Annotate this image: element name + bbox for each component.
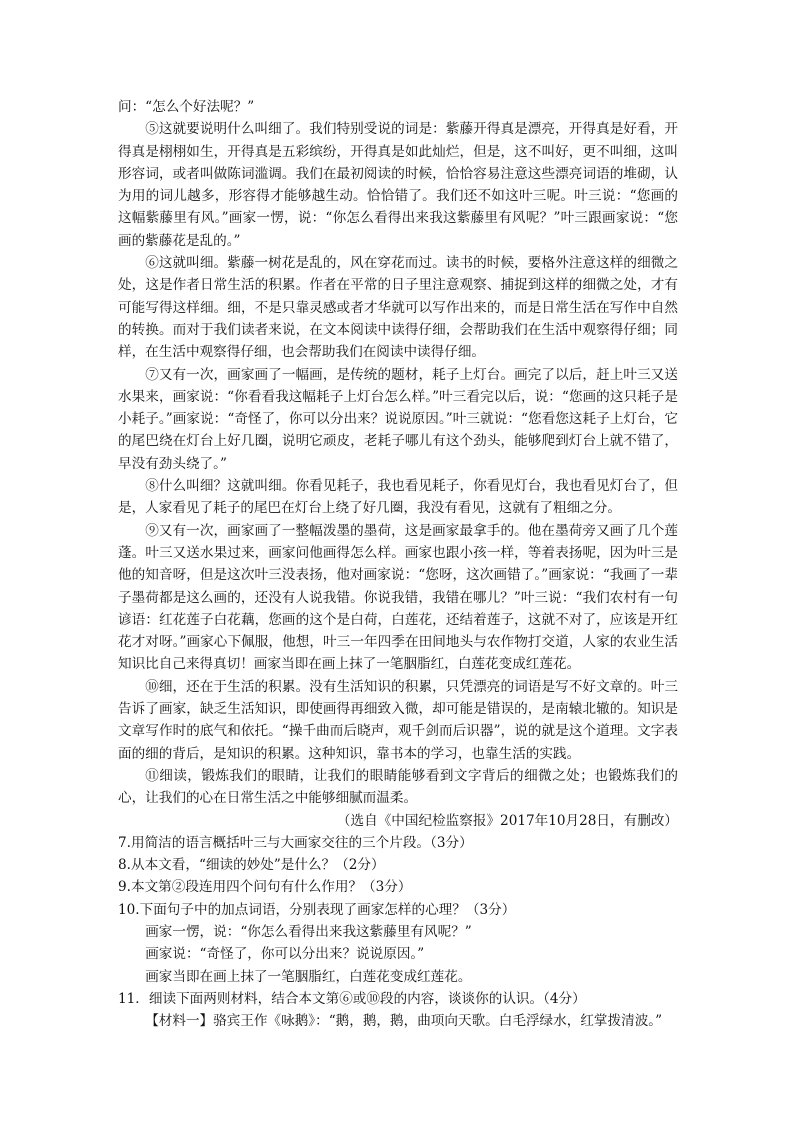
paragraph-8: ⑧什么叫细？这就叫细。你看见耗子，我也看见耗子，你看见灯台，我也看见灯台了，但是，人家看见了耗子的尾巴在灯台上绕了好几圈，我没有看见，这就有了粗细之分。 [118,478,678,517]
article-source: （选自《中国纪检监察报》2017年10月28日，有删改） [336,812,678,829]
question-11: 11．细读下面两则材料，结合本文第⑥或⑩段的内容，谈谈你的认识。（4分） [118,990,586,1007]
material-1: 【材料一】骆宾王作《咏鹅》：“鹅，鹅，鹅，曲项向天歌。白毛浮绿水，红掌拨清波。” [145,1013,663,1030]
paragraph-11: ⑪细读，锻炼我们的眼睛，让我们的眼睛能够看到文字背后的细微之处；也锻炼我们的心，让我们的心在日常生活之中能够细腻而温柔。 [118,767,678,807]
paragraph-5: ⑤这就要说明什么叫细了。我们特别受说的词是：紫藤开得真是漂亮，开得真是好看，开得真是栩栩如生，开得真是五彩缤纷，开得真是如此灿烂，但是，这不叫好，更不叫细，这叫形容词，或者叫做陈词滥调。我们在最初阅读的时候，恰恰容易注意这些漂亮词语的堆砌，认为用的词儿越多，形容得才能够越生动。恰恰错了。我们还不如这叶三呢。叶三说：“您画的这幅紫藤里有风。”画家一愣，说：“你怎么看得出来我这紫藤里有风呢？”叶三跟画家说：“您画的紫藤花是乱的。” [118,121,678,249]
question-10-sentence-2: 画家说：“奇怪了，你可以分出来？说说原因。” [145,946,425,963]
question-7: 7.用简洁的语言概括叶三与大画家交往的三个片段。（3分） [118,834,473,851]
article-body [118,96,678,832]
document-page [118,96,678,1032]
question-10-sentence-1: 画家一愣，说：“你怎么看得出来我这紫藤里有风呢？” [145,923,472,940]
question-10-sentence-3: 画家当即在画上抹了一笔胭脂红，白莲花变成红莲花。 [145,968,472,985]
questions-section [118,832,678,1033]
question-9: 9.本文第②段连用四个问句有什么作用？（3分） [118,879,412,896]
question-8: 8.从本文看，“细读的妙处”是什么？（2分） [118,857,385,874]
paragraph-0: 问：“怎么个好法呢？” [118,99,255,115]
paragraph-7: ⑦又有一次，画家画了一幅画，是传统的题材，耗子上灯台。画完了以后，赶上叶三又送水果来，画家说：“你看看我这幅耗子上灯台怎么样。”叶三看完以后，说：“您画的这只耗子是小耗子。”画家说：“奇怪了，你可以分出来？说说原因。”叶三就说：“您看您这耗子上灯台，它的尾巴绕在灯台上好几圈，说明它顽皮，老耗子哪儿有这个劲头，能够爬到灯台上就不错了，早没有劲头绕了。” [118,366,678,472]
paragraph-10: ⑩细，还在于生活的积累。没有生活知识的积累，只凭漂亮的词语是写不好文章的。叶三告诉了画家，缺乏生活知识，即使画得再细致入微，却可能是错误的，是南辕北辙的。知识是文章写作时的底气和依托。“操千曲而后晓声，观千剑而后识器”，说的就是这个道理。文字表面的细的背后，是知识的积累。这种知识，靠书本的学习，也靠生活的实践。 [118,678,678,762]
paragraph-9: ⑨又有一次，画家画了一整幅泼墨的墨荷，这是画家最拿手的。他在墨荷旁又画了几个莲蓬。叶三又送水果过来，画家问他画得怎么样。画家也跟小孩一样，等着表扬呢，因为叶三是他的知音呀，但是这次叶三没表扬，他对画家说：“您呀，这次画错了。”画家说：“我画了一辈子墨荷都是这么画的，还没有人说我错。你说我错，我错在哪儿？”叶三说：“我们农村有一句谚语：红花莲子白花藕，您画的这个是白荷，白莲花，还结着莲子，这就不对了，应该是开红花才对呀。”画家心下佩服，他想，叶三一年四季在田间地头与农作物打交道，人家的农业生活知识比自己来得真切！画家当即在画上抹了一笔胭脂红，白莲花变成红莲花。 [118,522,678,673]
question-10: 10.下面句子中的加点词语，分别表现了画家怎样的心理？（3分） [118,901,516,918]
paragraph-6: ⑥这就叫细。紫藤一树花是乱的，风在穿花而过。读书的时候，要格外注意这样的细微之处，这是作者日常生活的积累。作者在平常的日子里注意观察、捕捉到这样的细微之处，才有可能写得这样细。细，不是只靠灵感或者才华就可以写作出来的，而是日常生活在写作中自然的转换。而对于我们读者来说，在文本阅读中读得仔细，会帮助我们在生活中观察得仔细；同样，在生活中观察得仔细，也会帮助我们在阅读中读得仔细。 [118,255,678,361]
